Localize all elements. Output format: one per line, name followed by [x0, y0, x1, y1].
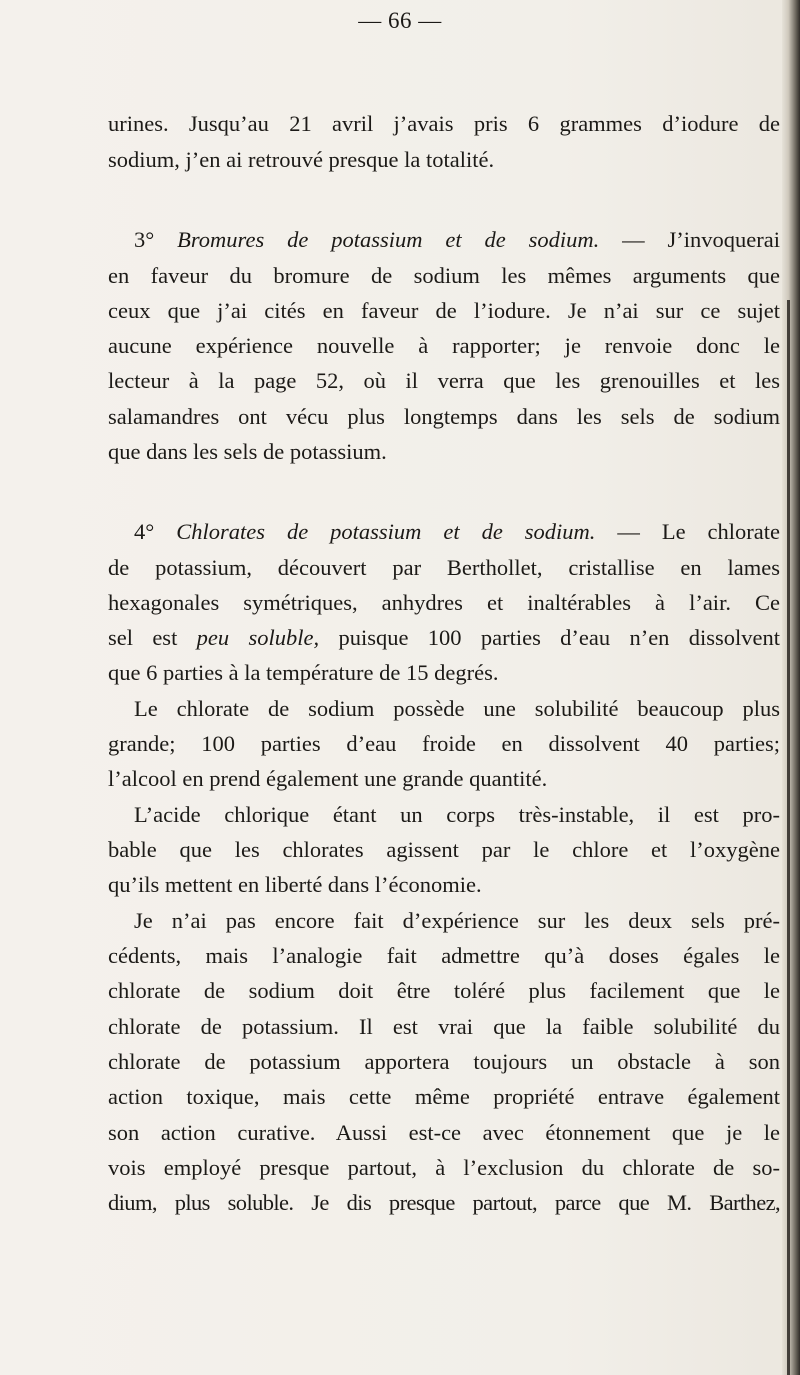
text-line: dium, plus soluble. Je dis presque partout, parce que M. Barthez, [108, 1190, 780, 1215]
text-line: en faveur du bromure de sodium les mêmes arguments que [108, 263, 780, 288]
text-fragment: sel est [108, 625, 178, 650]
text-line: l’alcool en prend également une grande quantité. [108, 766, 548, 791]
text-line: Le chlorate de sodium possède une solubilité beaucoup plus [134, 696, 780, 721]
binding-edge [787, 300, 790, 1375]
section-heading-line [108, 222, 780, 257]
text-line: ceux que j’ai cités en faveur de l’iodure. Je n’ai sur ce sujet [108, 298, 780, 323]
section-heading-line [108, 514, 780, 549]
text-line: son action curative. Aussi est-ce avec étonnement que je le [108, 1120, 780, 1145]
text-line: action toxique, mais cette même propriété entrave également [108, 1084, 780, 1109]
text-line: cédents, mais l’analogie fait admettre qu’à doses égales le [108, 943, 780, 968]
text-line: sodium, j’en ai retrouvé presque la totalité. [108, 147, 495, 172]
page-number: — 66 — [358, 8, 442, 33]
text-line: chlorate de potassium. Il est vrai que la faible solubilité du [108, 1014, 780, 1039]
text-line: bable que les chlorates agissent par le chlore et l’oxygène [108, 837, 780, 862]
text-line: que 6 parties à la température de 15 degrés. [108, 660, 499, 685]
text-line: salamandres ont vécu plus longtemps dans les sels de sodium [108, 404, 780, 429]
text-line: qu’ils mettent en liberté dans l’économie. [108, 872, 482, 897]
section-number: 4° [134, 519, 155, 544]
text-fragment: puisque 100 parties d’eau n’en dissolvent [338, 625, 781, 650]
section-number: 3° [134, 227, 155, 252]
emphasis: peu soluble, [196, 625, 320, 650]
text-fragment: — J’invoquerai [622, 227, 781, 252]
text-line: de potassium, découvert par Berthollet, cristallise en lames [108, 555, 780, 580]
section-title: Bromures de potassium et de sodium. [177, 227, 600, 252]
text-line: chlorate de potassium apportera toujours un obstacle à son [108, 1049, 780, 1074]
text-fragment: — Le chlorate [617, 519, 781, 544]
text-line [108, 620, 780, 655]
text-line: hexagonales symétriques, anhydres et inaltérables à l’air. Ce [108, 590, 780, 615]
text-line: vois employé presque partout, à l’exclusion du chlorate de so- [108, 1155, 780, 1180]
text-line: L’acide chlorique étant un corps très-instable, il est pro- [134, 802, 780, 827]
text-line: chlorate de sodium doit être toléré plus facilement que le [108, 978, 780, 1003]
section-title: Chlorates de potassium et de sodium. [176, 519, 596, 544]
text-line: urines. Jusqu’au 21 avril j’avais pris 6 grammes d’iodure de [108, 111, 780, 136]
text-line: grande; 100 parties d’eau froide en dissolvent 40 parties; [108, 731, 780, 756]
text-line: lecteur à la page 52, où il verra que les grenouilles et les [108, 368, 780, 393]
text-line: Je n’ai pas encore fait d’expérience sur les deux sels pré- [134, 908, 780, 933]
page-edge-shadow [782, 0, 800, 1375]
text-line: aucune expérience nouvelle à rapporter; je renvoie donc le [108, 333, 780, 358]
text-line: que dans les sels de potassium. [108, 439, 387, 464]
